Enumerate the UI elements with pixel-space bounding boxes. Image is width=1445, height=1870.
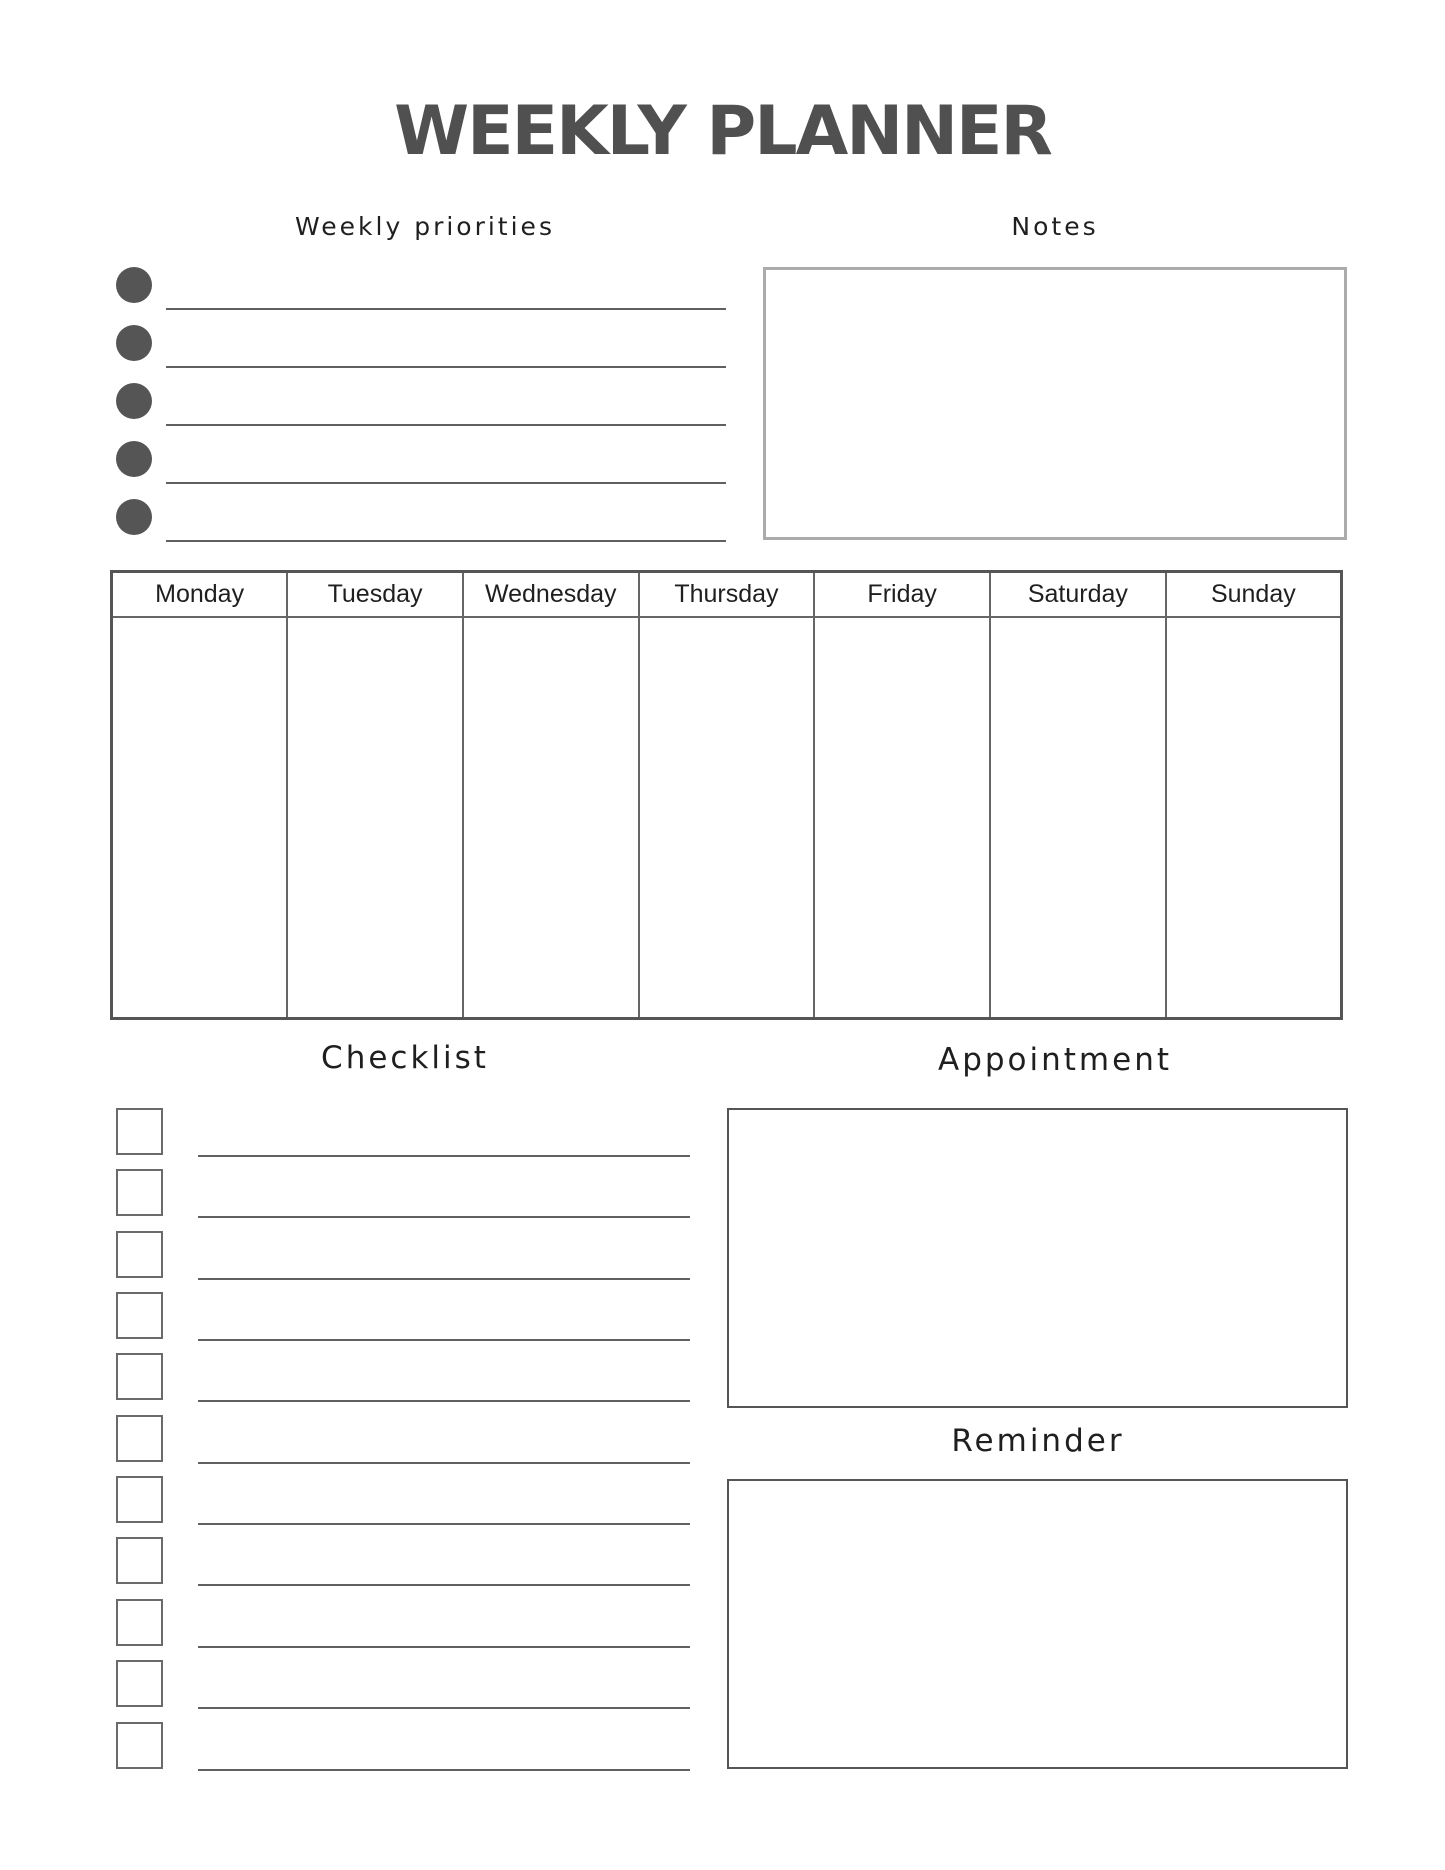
page-title: WEEKLY PLANNER xyxy=(394,92,1051,171)
checklist-line[interactable] xyxy=(198,1584,690,1586)
bullet-icon xyxy=(116,499,152,535)
checklist-line[interactable] xyxy=(198,1400,690,1402)
checklist-line[interactable] xyxy=(198,1646,690,1648)
checklist-line[interactable] xyxy=(198,1462,690,1464)
day-header-sunday: Sunday xyxy=(1166,572,1342,618)
notes-box[interactable] xyxy=(763,267,1347,540)
day-header-saturday: Saturday xyxy=(990,572,1166,618)
checklist-line[interactable] xyxy=(198,1523,690,1525)
checkbox[interactable] xyxy=(116,1537,163,1584)
checkbox[interactable] xyxy=(116,1292,163,1339)
day-cell-monday[interactable] xyxy=(112,617,288,1019)
checklist-line[interactable] xyxy=(198,1707,690,1709)
checkbox[interactable] xyxy=(116,1169,163,1216)
priority-line[interactable] xyxy=(166,308,726,310)
priorities-heading: Weekly priorities xyxy=(295,212,555,241)
day-cell-tuesday[interactable] xyxy=(287,617,463,1019)
reminder-box[interactable] xyxy=(727,1479,1348,1769)
day-cell-thursday[interactable] xyxy=(639,617,815,1019)
checkbox[interactable] xyxy=(116,1722,163,1769)
day-body-row xyxy=(112,617,1342,1019)
appointment-heading: Appointment xyxy=(937,1042,1172,1078)
checkbox[interactable] xyxy=(116,1599,163,1646)
checkbox[interactable] xyxy=(116,1415,163,1462)
day-cell-saturday[interactable] xyxy=(990,617,1166,1019)
day-header-thursday: Thursday xyxy=(639,572,815,618)
bullet-icon xyxy=(116,267,152,303)
checklist-line[interactable] xyxy=(198,1155,690,1157)
day-header-wednesday: Wednesday xyxy=(463,572,639,618)
priority-line[interactable] xyxy=(166,424,726,426)
checkbox[interactable] xyxy=(116,1476,163,1523)
day-header-monday: Monday xyxy=(112,572,288,618)
day-cell-friday[interactable] xyxy=(814,617,990,1019)
bullet-icon xyxy=(116,325,152,361)
appointment-box[interactable] xyxy=(727,1108,1348,1408)
day-cell-sunday[interactable] xyxy=(1166,617,1342,1019)
week-table xyxy=(110,570,1343,1020)
checklist-line[interactable] xyxy=(198,1339,690,1341)
priority-line[interactable] xyxy=(166,540,726,542)
day-header-friday: Friday xyxy=(814,572,990,618)
reminder-heading: Reminder xyxy=(951,1423,1125,1459)
checklist-line[interactable] xyxy=(198,1769,690,1771)
priority-line[interactable] xyxy=(166,482,726,484)
priority-line[interactable] xyxy=(166,366,726,368)
day-header-row xyxy=(112,572,1342,618)
checkbox[interactable] xyxy=(116,1231,163,1278)
checklist-heading: Checklist xyxy=(321,1040,489,1076)
bullet-icon xyxy=(116,441,152,477)
day-header-tuesday: Tuesday xyxy=(287,572,463,618)
checklist-line[interactable] xyxy=(198,1278,690,1280)
checkbox[interactable] xyxy=(116,1108,163,1155)
day-cell-wednesday[interactable] xyxy=(463,617,639,1019)
checkbox[interactable] xyxy=(116,1660,163,1707)
bullet-icon xyxy=(116,383,152,419)
checkbox[interactable] xyxy=(116,1353,163,1400)
notes-heading: Notes xyxy=(1011,212,1099,241)
checklist-line[interactable] xyxy=(198,1216,690,1218)
